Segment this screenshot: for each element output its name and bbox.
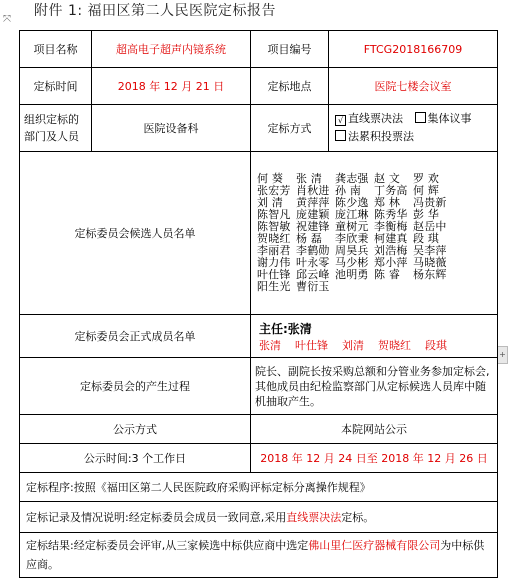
candidate-name: 马晓薇 [413, 256, 447, 270]
candidate-name: 池明勇 [335, 268, 369, 282]
candidate-name: 李鹤勋 [296, 244, 330, 258]
candidate-row [257, 269, 491, 281]
method-option[interactable]: √ 直线票决法 [335, 112, 403, 125]
candidate-name: 肖秋进 [296, 183, 330, 197]
candidate-name: 贺晓红 [257, 232, 291, 245]
time-label: 定标时间 [20, 68, 92, 105]
member-name: 段琪 [425, 338, 447, 352]
candidate-name: 刘浩梅 [374, 244, 408, 258]
candidate-name: 马少彬 [335, 256, 369, 270]
row-project [20, 31, 498, 68]
row-result [20, 533, 498, 578]
candidate-name: 彭 华 [413, 207, 440, 221]
candidate-name: 刘 清 [257, 195, 284, 209]
row-time [20, 68, 498, 105]
record-text: 定标记录及情况说明:经定标委员会成员一致同意,采用直线票决法定标。 [20, 502, 498, 533]
project-no-value: FTCG2018166709 [329, 31, 498, 68]
candidate-name: 丁务高 [374, 183, 408, 197]
member-list [259, 337, 489, 353]
row-publicity-method [20, 415, 498, 444]
candidate-name: 冯贵新 [413, 195, 447, 209]
member-name: 叶仕锋 [295, 338, 328, 352]
candidate-name: 郑 林 [374, 195, 401, 209]
candidate-name: 李丽君 [257, 244, 291, 258]
candidate-name: 叶仕锋 [257, 268, 291, 282]
candidate-name: 孙 南 [335, 183, 362, 197]
org-label: 组织定标的部门及人员 [20, 105, 92, 152]
candidate-name: 郑小萍 [374, 256, 408, 270]
candidate-name: 陈 睿 [374, 268, 401, 282]
candidate-row [257, 197, 491, 209]
member-name: 贺晓红 [378, 338, 411, 352]
candidate-name: 杨 磊 [296, 232, 323, 245]
process-text: 院长、副院长按采购总额和分管业务参加定标会,其他成员由纪检监察部门从定标候选人员库中随机抽取产生。 [251, 358, 498, 415]
row-procedure [20, 473, 498, 502]
candidate-name: 邱云峰 [296, 268, 330, 282]
candidate-name: 罗 欢 [413, 171, 440, 185]
report-table [19, 30, 498, 578]
candidate-row [257, 185, 491, 197]
candidate-row [257, 173, 491, 185]
winning-supplier: 佛山里仁医疗器械有限公司 [308, 539, 441, 552]
checkbox-icon[interactable] [335, 130, 346, 141]
candidate-name: 曹衍玉 [296, 280, 330, 294]
document-title: 附件 1: 福田区第二人民医院定标报告 [34, 3, 277, 19]
candidate-name: 祝建锋 [296, 219, 330, 233]
candidate-name: 段 琪 [413, 232, 440, 245]
candidate-name: 陈少逸 [335, 195, 369, 209]
candidate-name: 吴李萍 [413, 244, 447, 258]
org-value: 医院设备科 [92, 105, 251, 152]
candidate-name: 谢力伟 [257, 256, 291, 270]
candidate-row [257, 281, 491, 293]
method-options [329, 105, 498, 152]
publicity-method-label: 公示方式 [20, 415, 251, 444]
process-label: 定标委员会的产生过程 [20, 358, 251, 415]
project-name-value: 超高电子超声内镜系统 [92, 31, 251, 68]
procedure-text: 定标程序:按照《福田区第二人民医院政府采购评标定标分离操作规程》 [20, 473, 498, 502]
formal-members [251, 315, 498, 358]
candidates-label: 定标委员会候选人员名单 [20, 152, 251, 315]
table-move-handle-icon[interactable]: ⤧ [3, 14, 11, 25]
candidate-name: 张 清 [296, 171, 323, 185]
project-name-label: 项目名称 [20, 31, 92, 68]
result-text: 定标结果:经定标委员会评审,从三家候选中标供应商中选定佛山里仁医疗器械有限公司为中标供应商。 [20, 533, 498, 578]
project-no-label: 项目编号 [251, 31, 329, 68]
row-process [20, 358, 498, 415]
row-record [20, 502, 498, 533]
method-option[interactable]: 法累积投票法 [335, 130, 414, 143]
candidate-name: 阳生光 [257, 280, 291, 294]
method-option[interactable]: 集体议事 [415, 112, 472, 125]
place-label: 定标地点 [251, 68, 329, 105]
checkbox-icon[interactable]: √ [335, 115, 346, 126]
candidate-name: 李衡梅 [374, 219, 408, 233]
record-method-highlight: 直线票决法 [286, 510, 342, 524]
member-name: 刘清 [342, 338, 364, 352]
candidate-name: 何 辉 [413, 183, 440, 197]
row-publicity-time [20, 444, 498, 473]
candidate-name: 陈秀华 [374, 207, 408, 221]
candidate-name: 赵 文 [374, 171, 401, 185]
checkbox-icon[interactable] [415, 112, 426, 123]
formal-label: 定标委员会正式成员名单 [20, 315, 251, 358]
candidate-name: 何 葵 [257, 171, 284, 185]
candidate-name: 周昊兵 [335, 244, 369, 258]
publicity-time-value: 2018 年 12 月 24 日至 2018 年 12 月 26 日 [251, 444, 498, 473]
candidate-name: 陈智敏 [257, 219, 291, 233]
candidate-name: 赵岳中 [413, 219, 447, 233]
committee-director: 主任:张清 [259, 321, 312, 336]
candidate-name: 童树元 [335, 219, 369, 233]
add-column-handle-icon[interactable]: + [497, 346, 508, 364]
candidate-name: 张宏芳 [257, 183, 291, 197]
row-candidates [20, 152, 498, 315]
candidate-name: 柯建真 [374, 232, 408, 245]
member-name: 张清 [259, 338, 281, 352]
time-value: 2018 年 12 月 21 日 [92, 68, 251, 105]
candidate-name: 庞建颖 [296, 207, 330, 221]
row-organizer [20, 105, 498, 152]
publicity-time-label: 公示时间:3 个工作日 [20, 444, 251, 473]
candidate-name: 黄萍萍 [296, 195, 330, 209]
candidate-name: 龚志强 [335, 171, 369, 185]
candidate-name: 陈智凡 [257, 207, 291, 221]
publicity-method-value: 本院网站公示 [251, 415, 498, 444]
row-formal-members [20, 315, 498, 358]
place-value: 医院七楼会议室 [329, 68, 498, 105]
method-label: 定标方式 [251, 105, 329, 152]
candidates-list [251, 152, 498, 315]
candidate-name: 杨东辉 [413, 268, 447, 282]
candidate-name: 李欣秉 [335, 232, 369, 245]
candidate-name: 庞江琳 [335, 207, 369, 221]
candidate-name: 叶永零 [296, 256, 330, 270]
